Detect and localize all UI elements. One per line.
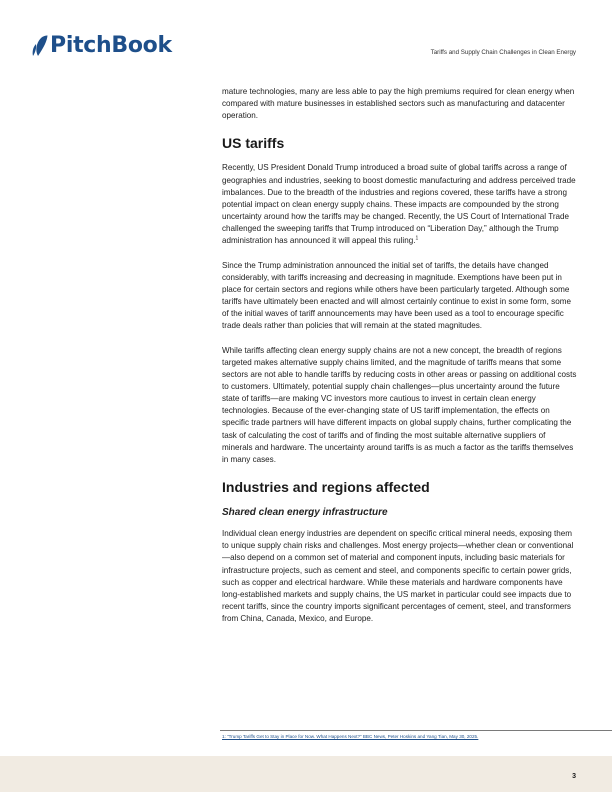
- document-title: Tariffs and Supply Chain Challenges in Clean Energy: [430, 49, 576, 56]
- footnote-marker[interactable]: 1: [415, 235, 419, 242]
- paragraph: While tariffs affecting clean energy supply chains are not a new concept, the breadth of regions targeted makes alternative supply chains limited, and the magnitude of tariffs means that some sectors are not able to handle tariffs by reducing costs in other areas or passing on additional costs to customers. Ultimately, potential supply chain challenges—plus uncertainty around the future state of tariffs—are making VC investors more cautious to invest in certain clean energy technologies. Because of the ever-changing state of US tariff implementation, the effects on specific trade partners will have different impacts on global supply chains, further complicating the task of calculating the cost of tariffs and of finding the most suitable alternative suppliers of minerals and hardware. The uncertainty around tariffs is as much a factor as the tariffs themselves in many cases.: [222, 345, 577, 464]
- paragraph: [222, 162, 578, 247]
- section-heading-industries: Industries and regions affected: [222, 479, 430, 496]
- footnote-link[interactable]: 1: “Trump Tariffs Get to Stay in Place for Now. What Happens Next?” BBC News, Peter Hoskins and Yang Tian, May 30, 2025.: [222, 734, 479, 739]
- pitchbook-logo[interactable]: [32, 34, 172, 58]
- page-header: [0, 0, 612, 80]
- page-number: 3: [572, 773, 576, 780]
- page-footer: [0, 756, 612, 792]
- subsection-heading: Shared clean energy infrastructure: [222, 507, 388, 519]
- paragraph: Individual clean energy industries are dependent on specific critical mineral needs, exposing them to unique supply chain risks and challenges. Most energy projects—whether clean or conventional—also depend on a common set of material and component inputs, including basic materials for infrastructure projects, such as cement and steel, and components specific to certain power grids, such as copper and electrical hardware. While these materials and hardware components have long-established markets and supply chains, the US market in particular could see impacts due to recent tariffs, since the country imports significant percentages of cement, steel, and transformers from China, Canada, Mexico, and Europe.: [222, 529, 574, 624]
- section-heading-us-tariffs: US tariffs: [222, 135, 285, 152]
- main-content: [222, 86, 578, 637]
- intro-paragraph: mature technologies, many are less able to pay the high premiums required for clean energy when compared with mature businesses in established sectors such as manufacturing and datacenter operation.: [222, 87, 575, 121]
- logo-wordmark: PitchBook: [50, 33, 172, 58]
- footnote-divider: [220, 730, 612, 731]
- paragraph-text: Recently, US President Donald Trump introduced a broad suite of global tariffs across a range of geographies and industries, seeking to boost domestic manufacturing and address perceived trade imbalances. Due to the breadth of the industries and regions covered, these tariffs have a strong potential impact on clean energy supply chains. These impacts are compounded by the strong uncertainty around how the tariffs may be changed. Recently, the US Court of International Trade challenged the sweeping tariffs that Trump introduced on “Liberation Day,” although the Trump administration has announced it will appeal this ruling.: [222, 163, 576, 246]
- pitchbook-leaf-icon: [32, 35, 48, 57]
- paragraph: Since the Trump administration announced the initial set of tariffs, the details have changed considerably, with tariffs increasing and decreasing in magnitude. Exemptions have been put in place for certain sectors and regions while others have been particularly targeted. Although some tariffs have ultimately been enacted and will almost certainly continue to exist in some form, some of the initial waves of tariff announcements may have been used as a tool to encourage specific trade deals rather than policies that will remain at the stated magnitudes.: [222, 260, 571, 331]
